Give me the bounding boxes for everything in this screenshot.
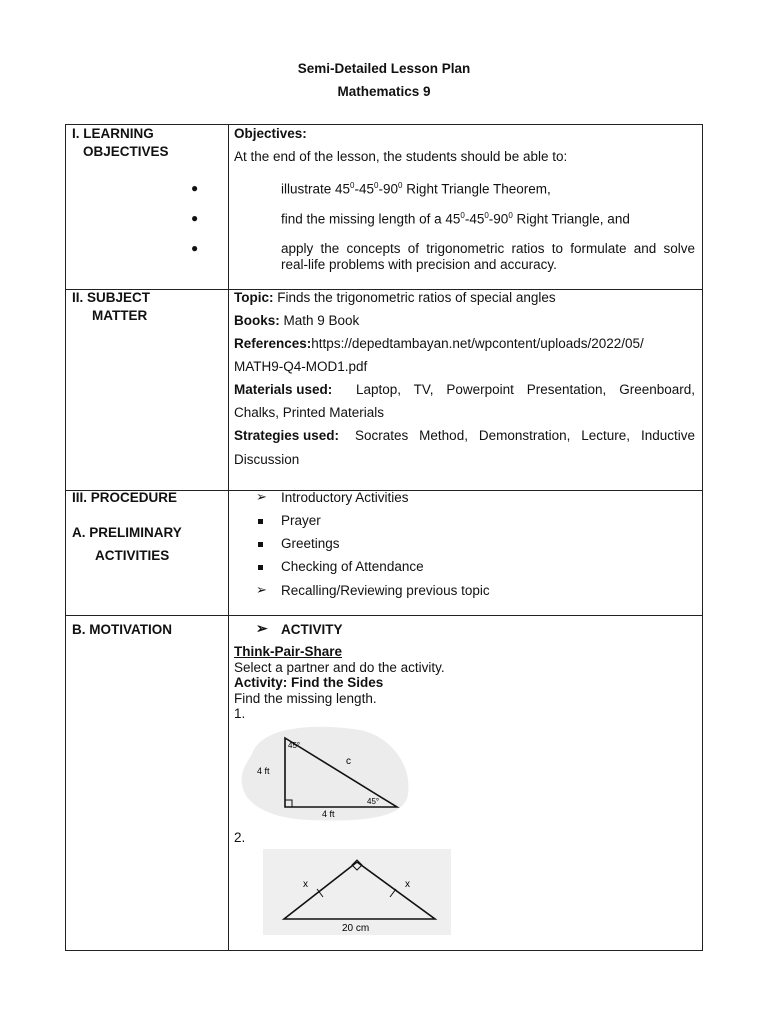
- bullet-icon: ●: [191, 211, 199, 225]
- objectives-label-line2: OBJECTIVES: [83, 144, 169, 159]
- side-label-right: x: [405, 879, 410, 890]
- procedure-item: Prayer: [281, 513, 321, 528]
- column-divider: [228, 125, 229, 950]
- angle-label-bottom: 45°: [367, 797, 380, 806]
- document-subtitle: Mathematics 9: [337, 84, 431, 99]
- objectives-label: I. LEARNING: [72, 126, 154, 141]
- bullet-icon: ●: [191, 181, 199, 195]
- figure-2-triangle: [263, 849, 451, 935]
- motivation-label: B. MOTIVATION: [72, 622, 172, 637]
- objectives-heading: Objectives:: [234, 126, 307, 141]
- square-bullet-icon: [258, 565, 263, 570]
- objective-item-1: illustrate $45^0-45^0-90^0$ Right Triangle Theorem,: [281, 181, 551, 197]
- objective-item-2: find the missing length of a $45^0-45^0-90^0$ Right Triangle, and: [281, 211, 630, 227]
- procedure-label: III. PROCEDURE: [72, 490, 178, 505]
- materials-line: Materials used: Laptop, TV, Powerpoint Presentation, Greenboard,: [234, 382, 695, 397]
- side-label-bottom: 4 ft: [322, 809, 335, 819]
- arrow-bullet-icon: ➢: [256, 582, 267, 597]
- procedure-item: Recalling/Reviewing previous topic: [281, 583, 490, 598]
- item-number-1: 1.: [234, 706, 246, 721]
- procedure-item: Introductory Activities: [281, 490, 409, 505]
- row-divider: [66, 615, 702, 616]
- figure-1-triangle: [240, 724, 412, 822]
- preliminary-label-line2: ACTIVITIES: [95, 548, 170, 563]
- references-line-2: MATH9-Q4-MOD1.pdf: [234, 359, 368, 374]
- activity-heading: ACTIVITY: [281, 622, 343, 637]
- preliminary-label: A. PRELIMINARY: [72, 525, 182, 540]
- angle-label-top: 45°: [288, 741, 301, 750]
- task-text: Find the missing length.: [234, 691, 377, 706]
- square-bullet-icon: [258, 519, 263, 524]
- arrow-bullet-icon: ➢: [256, 620, 268, 636]
- instruction-text: Select a partner and do the activity.: [234, 660, 445, 675]
- bullet-icon: ●: [191, 241, 199, 255]
- references-line: References:https://depedtambayan.net/wpcontent/uploads/2022/05/: [234, 336, 644, 351]
- side-label-left: x: [303, 879, 308, 890]
- materials-line-2: Chalks, Printed Materials: [234, 405, 385, 420]
- subject-label-line2: MATTER: [92, 308, 148, 323]
- books-line: Books: Math 9 Book: [234, 313, 360, 328]
- objective-item-3-line2: real-life problems with precision and accuracy.: [281, 257, 557, 272]
- document-title: Semi-Detailed Lesson Plan: [297, 61, 471, 76]
- objectives-intro: At the end of the lesson, the students should be able to:: [234, 149, 568, 164]
- strategies-line: Strategies used: Socrates Method, Demonstration, Lecture, Inductive: [234, 428, 695, 443]
- hypotenuse-label: c: [346, 756, 351, 767]
- strategies-line-2: Discussion: [234, 452, 300, 467]
- base-label: 20 cm: [342, 923, 370, 934]
- arrow-bullet-icon: ➢: [256, 489, 267, 504]
- side-label-left: 4 ft: [257, 766, 270, 776]
- objective-item-3: apply the concepts of trigonometric ratios to formulate and solve: [281, 241, 695, 256]
- square-bullet-icon: [258, 542, 263, 547]
- topic-line: Topic: Finds the trigonometric ratios of special angles: [234, 290, 556, 305]
- item-number-2: 2.: [234, 830, 246, 845]
- strategy-name: Think-Pair-Share: [234, 644, 343, 659]
- activity-title: Activity: Find the Sides: [234, 675, 384, 690]
- procedure-item: Greetings: [281, 536, 340, 551]
- procedure-item: Checking of Attendance: [281, 559, 424, 574]
- subject-label: II. SUBJECT: [72, 290, 151, 305]
